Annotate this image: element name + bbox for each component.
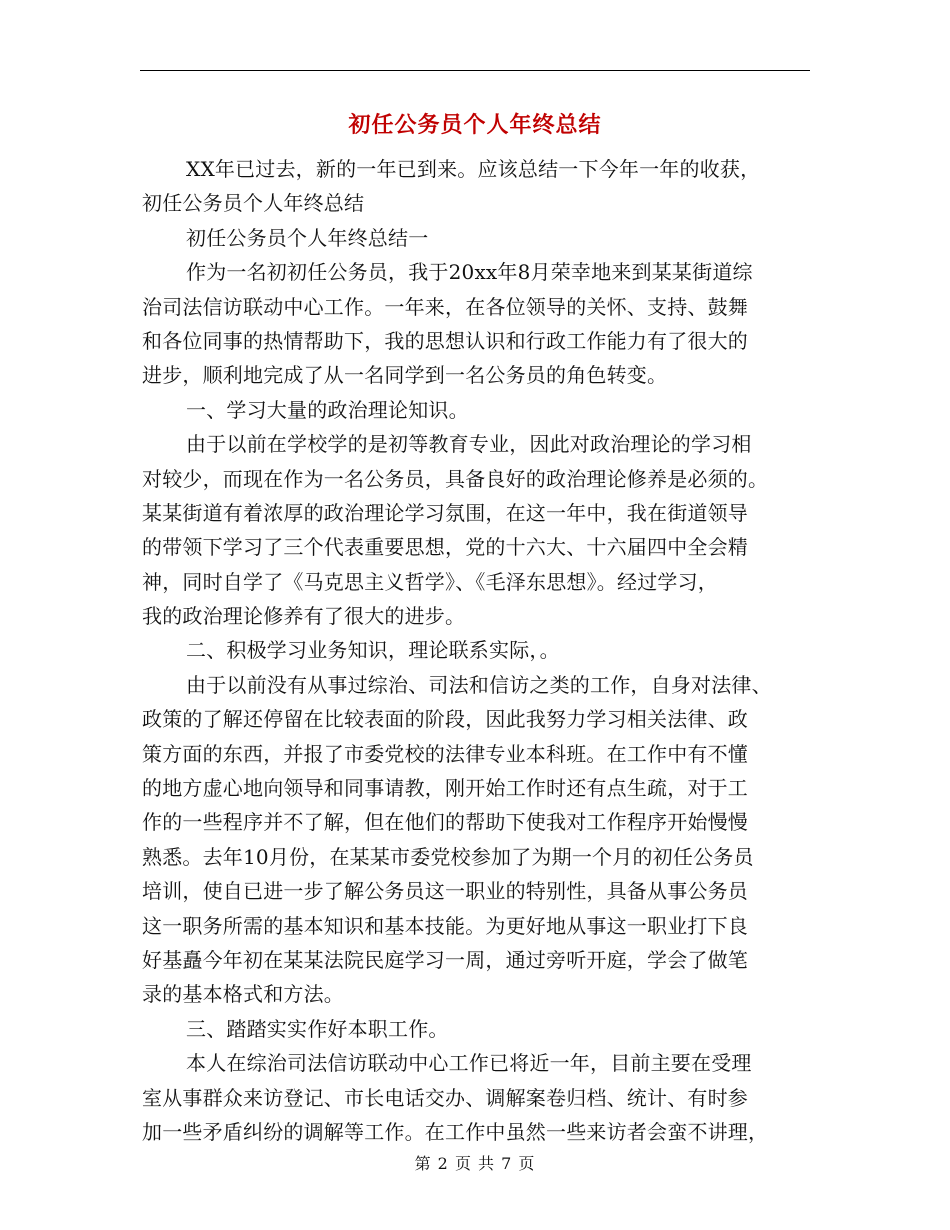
text-line: 录的基本格式和方法。: [142, 982, 344, 1007]
text-line: 熟悉。去年10月份，在某某市委党校参加了为期一个月的初任公务员: [142, 844, 754, 869]
text-line: 进步，顺利地完成了从一名同学到一名公务员的角色转变。: [142, 363, 668, 388]
text-line: 作的一些程序并不了解，但在他们的帮助下使我对工作程序开始慢慢: [142, 810, 748, 835]
text-line: 加一些矛盾纠纷的调解等工作。在工作中虽然一些来访者会蛮不讲理，: [142, 1119, 769, 1144]
text-line: 三、踏踏实实作好本职工作。: [186, 1016, 449, 1041]
text-line: 和各位同事的热情帮助下，我的思想认识和行政工作能力有了很大的: [142, 328, 748, 353]
text-line: 对较少，而现在作为一名公务员，具备良好的政治理论修养是必须的。: [142, 466, 769, 491]
text-line: 培训，使自已进一步了解公务员这一职业的特别性，具备从事公务员: [142, 879, 748, 904]
text-line: 由于以前在学校学的是初等教育专业，因此对政治理论的学习相: [186, 432, 752, 457]
document-body: [142, 152, 812, 1149]
text-line: 神，同时自学了《马克思主义哲学》、《毛泽东思想》。经过学习，: [142, 569, 718, 594]
text-line: 治司法信访联动中心工作。一年来，在各位领导的关怀、支持、鼓舞: [142, 294, 748, 319]
text-line: 好基矗今年初在某某法院民庭学习一周，通过旁听开庭，学会了做笔: [142, 947, 748, 972]
text-line: 的地方虚心地向领导和同事请教，刚开始工作时还有点生疏，对于工: [142, 776, 748, 801]
text-line: 一、学习大量的政治理论知识。: [186, 397, 469, 422]
text-line: 策方面的东西，并报了市委党校的法律专业本科班。在工作中有不懂: [142, 741, 748, 766]
text-line: 我的政治理论修养有了很大的进步。: [142, 604, 466, 629]
text-line: 的带领下学习了三个代表重要思想，党的十六大、十六届四中全会精: [142, 535, 748, 560]
text-line: 初任公务员个人年终总结一: [186, 225, 429, 250]
text-line: 由于以前没有从事过综治、司法和信访之类的工作，自身对法律、: [186, 672, 772, 697]
text-line: 某某街道有着浓厚的政治理论学习氛围，在这一年中，我在街道领导: [142, 500, 748, 525]
page-footer: 第 2 页 共 7 页: [414, 1154, 536, 1173]
text-line: 室从事群众来访登记、市长电话交办、调解案卷归档、统计、有时参: [142, 1085, 748, 1110]
text-line: XX年已过去，新的一年已到来。应该总结一下今年一年的收获，: [186, 157, 761, 181]
text-line: 初任公务员个人年终总结: [142, 191, 365, 216]
header-rule: [140, 70, 810, 71]
text-line: 这一职务所需的基本知识和基本技能。为更好地从事这一职业打下良: [142, 913, 748, 938]
text-line: 作为一名初初任公务员，我于20xx年8月荣幸地来到某某街道综: [186, 260, 753, 285]
text-line: 二、积极学习业务知识，理论联系实际，。: [186, 638, 560, 663]
text-line: 政策的了解还停留在比较表面的阶段，因此我努力学习相关法律、政: [142, 707, 748, 732]
text-line: 本人在综治司法信访联动中心工作已将近一年，目前主要在受理: [186, 1051, 752, 1076]
document-title: 初任公务员个人年终总结: [348, 113, 602, 138]
